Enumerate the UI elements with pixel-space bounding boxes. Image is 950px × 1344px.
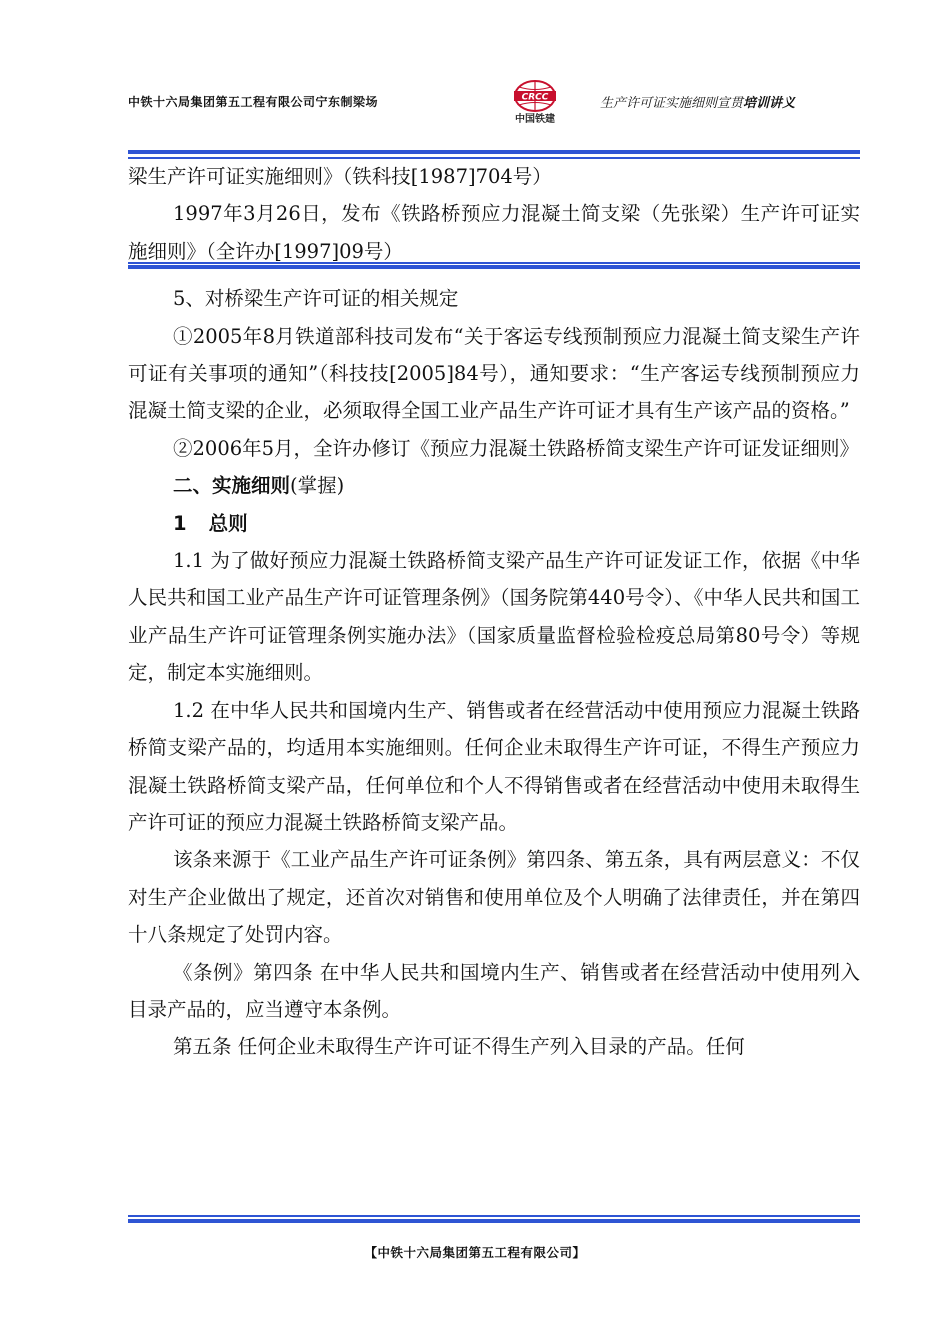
paragraph: 5、对桥梁生产许可证的相关规定: [173, 287, 459, 311]
section-heading: [128, 467, 860, 504]
paragraph: 该条来源于《工业产品生产许可证条例》第四条、第五条，具有两层意义：不仅对生产企业做出了规定，还首次对销售和使用单位及个人明确了法律责任，并在第四十八条规定了处罚内容。: [128, 848, 860, 947]
header-company-name: 中铁十六局集团第五工程有限公司宁东制梁场: [128, 95, 379, 109]
paragraph: 梁生产许可证实施细则》（铁科技[1987]704号）: [128, 165, 552, 188]
header-document-title: [600, 92, 795, 111]
section-title: 二、实施细则: [173, 474, 291, 498]
logo-caption: 中国铁建: [515, 114, 555, 125]
header-title-part: 生产许可证实施细则宣贯: [600, 96, 744, 111]
paragraph: 《条例》第四条 在中华人民共和国境内生产、销售或者在经营活动中使用列入目录产品的，应当遵守本条例。: [128, 960, 860, 1021]
header-title-bold: 培训讲义: [743, 96, 796, 111]
paragraph: 1.1 为了做好预应力混凝土铁路桥简支梁产品生产许可证发证工作，依据《中华人民共和国工业产品生产许可证管理条例》（国务院第440号令）、《中华人民共和国工业产品生产许可证管理条例实施办法》（国家质量监督检验检疫总局第80号令）等规定，制定本实施细则。: [128, 549, 860, 685]
footer-rule-thick: [128, 1219, 860, 1223]
body-text: [128, 158, 860, 1066]
footer-company-name: 【中铁十六局集团第五工程有限公司】: [364, 1245, 586, 1260]
subsection-heading: [128, 505, 860, 542]
paragraph: 1997年3月26日，发布《铁路桥预应力混凝土简支梁（先张梁）生产许可证实施细则》（全许办[1997]09号）: [128, 202, 860, 263]
section-suffix: (掌握): [290, 474, 345, 498]
subsection-title: 总则: [208, 511, 248, 535]
paragraph: 第五条 任何企业未取得生产许可证不得生产列入目录的产品。任何: [173, 1035, 745, 1059]
logo-text: CRCC: [521, 92, 549, 103]
header-rule-thick: [128, 150, 860, 154]
subsection-number: 1: [173, 511, 187, 535]
footer-rule-thin: [128, 1215, 860, 1217]
paragraph: 1.2 在中华人民共和国境内生产、销售或者在经营活动中使用预应力混凝土铁路桥简支梁产品的，均适用本实施细则。任何企业未取得生产许可证，不得生产预应力混凝土铁路桥简支梁产品，任何单位和个人不得销售或者在经营活动中使用未取得生产许可证的预应力混凝土铁路桥简支梁产品。: [128, 698, 860, 834]
paragraph: ②2006年5月，全许办修订《预应力混凝土铁路桥简支梁生产许可证发证细则》: [173, 436, 860, 460]
paragraph: ①2005年8月铁道部科技司发布“关于客运专线预制预应力混凝土简支梁生产许可证有关事项的通知”（科技技[2005]84号），通知要求：“生产客运专线预制预应力混凝土简支梁的企业，必须取得全国工业产品生产许可证才具有生产该产品的资格。”: [128, 324, 860, 423]
